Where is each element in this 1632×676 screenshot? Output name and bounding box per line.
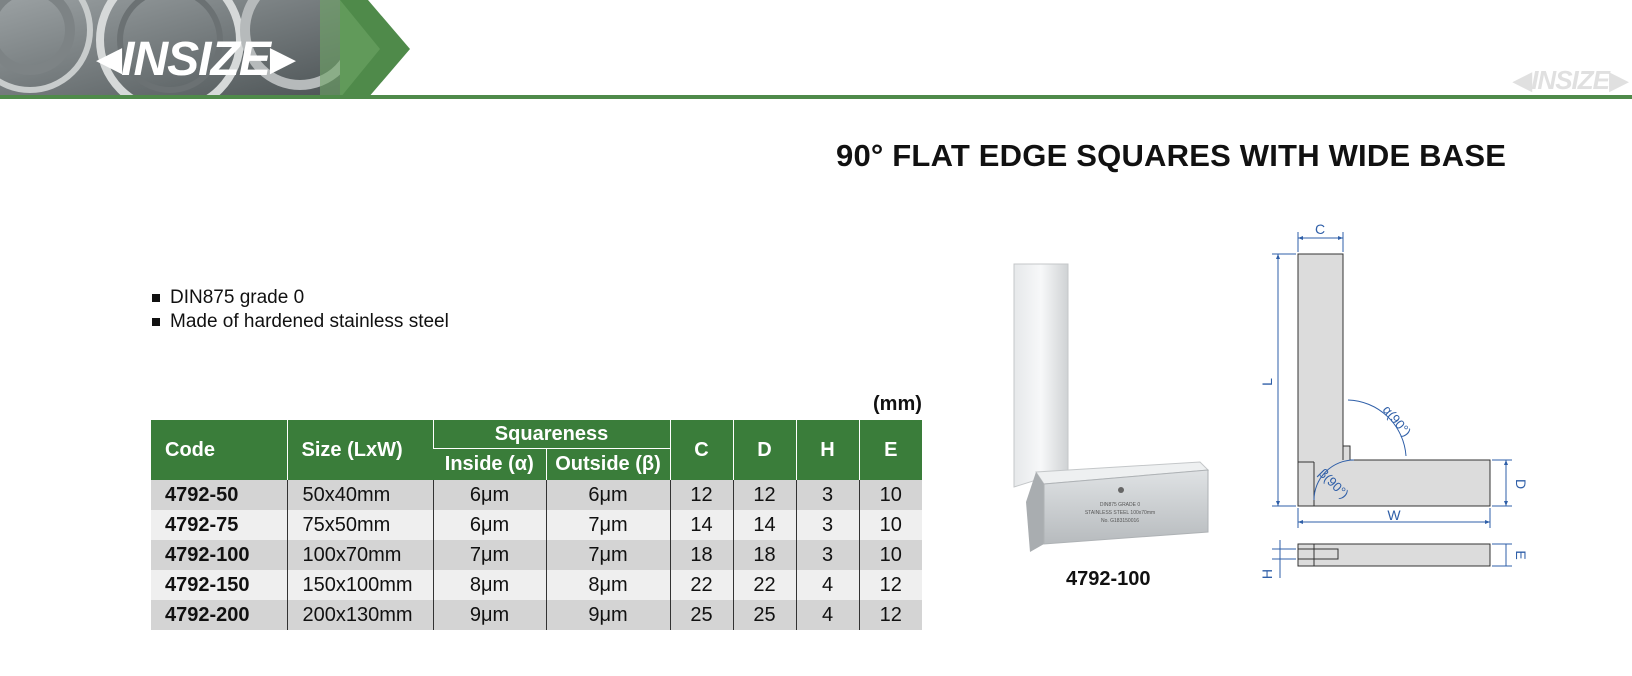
logo-left-arrow-icon: ◀ bbox=[96, 40, 122, 79]
table-row bbox=[151, 540, 922, 570]
table-header-row bbox=[151, 420, 922, 449]
cell-c: 22 bbox=[670, 570, 733, 600]
cell-c: 18 bbox=[670, 540, 733, 570]
cell-outside: 9μm bbox=[546, 600, 670, 630]
cell-h: 3 bbox=[796, 510, 859, 540]
photo-engraving-line: DIN875 GRADE 0 bbox=[1099, 502, 1141, 508]
cell-h: 3 bbox=[796, 540, 859, 570]
cell-inside: 7μm bbox=[433, 540, 546, 570]
feature-list bbox=[150, 286, 449, 334]
cell-code: 4792-150 bbox=[151, 570, 287, 600]
cell-c: 25 bbox=[670, 600, 733, 630]
cell-outside: 8μm bbox=[546, 570, 670, 600]
cell-inside: 9μm bbox=[433, 600, 546, 630]
cell-size: 200x130mm bbox=[287, 600, 433, 630]
col-header-c: C bbox=[670, 420, 733, 480]
cell-size: 150x100mm bbox=[287, 570, 433, 600]
dim-label-e: E bbox=[1513, 550, 1529, 560]
angle-label-beta: β(90°) bbox=[1315, 465, 1352, 502]
logo-right-arrow-icon: ▶ bbox=[269, 40, 295, 79]
dim-label-h: H bbox=[1259, 568, 1275, 580]
watermark-arrow-icon: ▶ bbox=[1609, 65, 1628, 95]
table-row bbox=[151, 600, 922, 630]
col-header-h: H bbox=[796, 420, 859, 480]
cell-c: 14 bbox=[670, 510, 733, 540]
cell-h: 4 bbox=[796, 600, 859, 630]
cell-e: 12 bbox=[859, 600, 922, 630]
cell-h: 3 bbox=[796, 480, 859, 510]
dim-label-w: W bbox=[1387, 507, 1401, 523]
cell-d: 12 bbox=[733, 480, 796, 510]
col-header-size: Size (LxW) bbox=[287, 420, 433, 480]
brand-watermark: ◀INSIZE▶ bbox=[1512, 65, 1628, 95]
banner-rule bbox=[0, 95, 1632, 99]
engraved-logo-icon bbox=[1118, 487, 1124, 493]
cell-size: 75x50mm bbox=[287, 510, 433, 540]
brand-logo: ◀INSIZE▶ bbox=[96, 33, 295, 86]
cell-e: 10 bbox=[859, 510, 922, 540]
col-header-squareness: Squareness bbox=[433, 420, 670, 449]
col-header-d: D bbox=[733, 420, 796, 480]
dim-label-c: C bbox=[1314, 222, 1326, 237]
cell-code: 4792-50 bbox=[151, 480, 287, 510]
cell-code: 4792-75 bbox=[151, 510, 287, 540]
photo-engraving-line: No. G183150016 bbox=[1100, 518, 1140, 524]
col-header-outside: Outside (β) bbox=[546, 449, 670, 480]
dim-label-l: L bbox=[1259, 378, 1275, 386]
dim-label-d: D bbox=[1513, 478, 1529, 490]
cell-outside: 6μm bbox=[546, 480, 670, 510]
cell-d: 18 bbox=[733, 540, 796, 570]
watermark-arrow-icon: ◀ bbox=[1512, 65, 1532, 95]
cell-code: 4792-100 bbox=[151, 540, 287, 570]
table-row bbox=[151, 510, 922, 540]
col-header-e: E bbox=[859, 420, 922, 480]
cell-d: 14 bbox=[733, 510, 796, 540]
photo-caption: 4792-100 bbox=[1066, 568, 1151, 590]
cell-inside: 8μm bbox=[433, 570, 546, 600]
photo-engraving-line: STAINLESS STEEL 100x70mm bbox=[1084, 510, 1156, 516]
table-row bbox=[151, 570, 922, 600]
cell-e: 10 bbox=[859, 540, 922, 570]
cell-outside: 7μm bbox=[546, 510, 670, 540]
col-header-code: Code bbox=[151, 420, 287, 480]
col-header-inside: Inside (α) bbox=[433, 449, 546, 480]
feature-item: DIN875 grade 0 bbox=[150, 286, 449, 310]
header-banner bbox=[0, 0, 1632, 100]
cell-e: 10 bbox=[859, 480, 922, 510]
feature-item: Made of hardened stainless steel bbox=[150, 310, 449, 334]
cell-outside: 7μm bbox=[546, 540, 670, 570]
unit-label: (mm) bbox=[873, 393, 922, 415]
technical-drawing bbox=[1250, 222, 1540, 622]
table-row bbox=[151, 480, 922, 510]
cell-d: 25 bbox=[733, 600, 796, 630]
page-title: 90° FLAT EDGE SQUARES WITH WIDE BASE bbox=[836, 138, 1507, 173]
cell-h: 4 bbox=[796, 570, 859, 600]
cell-size: 100x70mm bbox=[287, 540, 433, 570]
cell-c: 12 bbox=[670, 480, 733, 510]
cell-code: 4792-200 bbox=[151, 600, 287, 630]
product-photo bbox=[1010, 262, 1220, 552]
side-view bbox=[1298, 544, 1490, 566]
cell-e: 12 bbox=[859, 570, 922, 600]
angle-label-alpha: α(90°) bbox=[1379, 402, 1415, 440]
cell-d: 22 bbox=[733, 570, 796, 600]
cell-size: 50x40mm bbox=[287, 480, 433, 510]
spec-table bbox=[151, 420, 922, 630]
cell-inside: 6μm bbox=[433, 510, 546, 540]
cell-inside: 6μm bbox=[433, 480, 546, 510]
